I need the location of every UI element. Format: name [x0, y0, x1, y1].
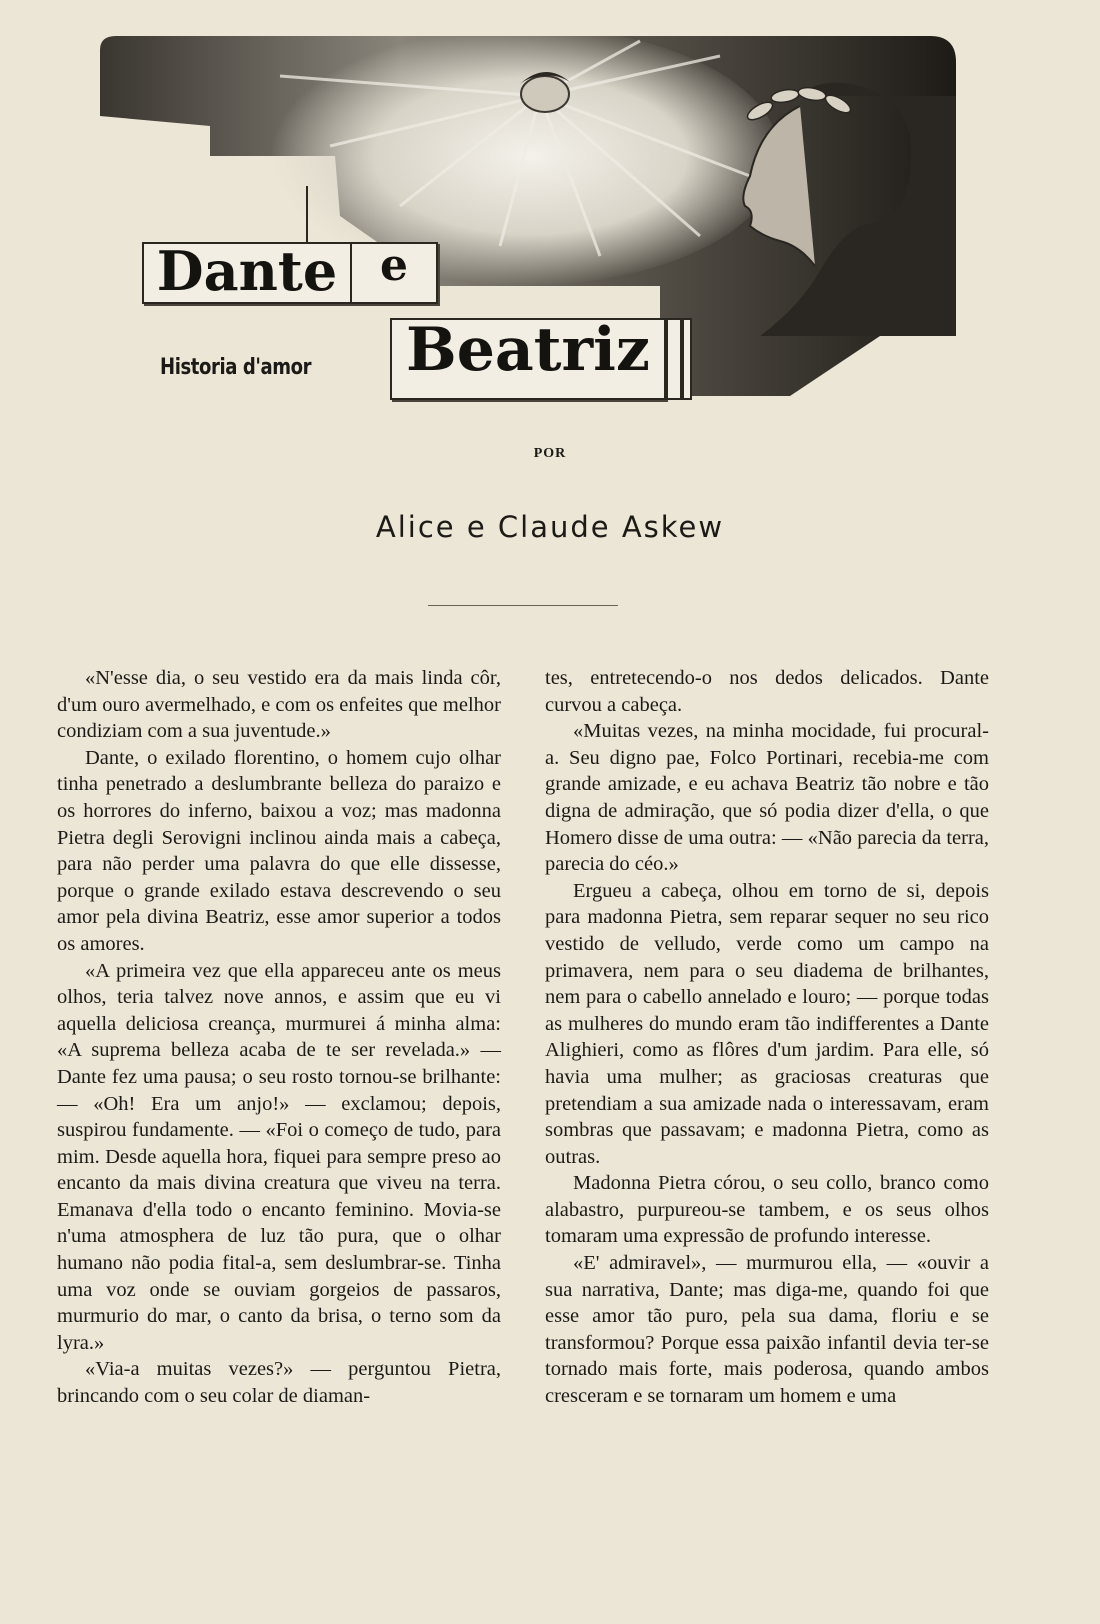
- scroll-end-ornament: [666, 318, 682, 400]
- title-beatriz: Beatriz: [390, 318, 666, 400]
- header-illustration: [100, 36, 958, 406]
- title-dante: Dante: [142, 242, 352, 304]
- section-divider: [428, 605, 618, 606]
- subtitle: Historia d'amor: [160, 355, 312, 380]
- left-column: [57, 665, 501, 1410]
- paragraph: «N'esse dia, o seu vestido era da mais linda côr, d'um ouro avermelhado, e com os enfeites que melhor condiziam com a sua juventude.»: [57, 667, 501, 743]
- paragraph: Dante, o exilado florentino, o homem cujo olhar tinha penetrado a deslumbrante belleza do paraizo e os horrores do inferno, baixou a voz; mas madonna Pietra degli Serovigni inclinou ainda mais a cabeça, para não perder uma palavra do que elle dissesse, porque o grande exilado estava descrevendo o seu amor pela divina Beatriz, esse amor superior a todos os amores.: [57, 746, 501, 955]
- byline-authors: Alice e Claude Askew: [375, 510, 725, 544]
- paragraph: «A primeira vez que ella appareceu ante os meus olhos, teria talvez nove annos, e assim que eu vi aquella deliciosa creança, murmurei á minha alma: «A suprema belleza acaba de te ser revelada.» — Dante fez uma pausa; o seu rosto tornou-se brilhante: — «Oh! Era um anjo!» — exclamou; depois, suspirou fundamente. — «Foi o começo de tudo, para mim. Desde aquella hora, fiquei para sempre preso ao encanto da mais divina creatura que viveu na terra. Emanava d'ella todo o encanto feminino. Movia-se n'uma atmosphera de luz tão pura, que o olhar humano não podia fital-a, sem deslumbrar-se. Tinha uma voz onde se ouviam gorgeios de passaros, murmurio do mar, o canto da brisa, o terno som da lyra.»: [57, 959, 501, 1354]
- paragraph: «Muitas vezes, na minha mocidade, fui procural-a. Seu digno pae, Folco Portinari, recebia-me com grande amizade, e eu achava Beatriz tão nobre e tão digna de admiração, que só podia dizer d'ella, o que Homero disse de uma outra: — «Não parecia da terra, parecia do céo.»: [545, 720, 989, 876]
- paragraph: Madonna Pietra córou, o seu collo, branco como alabastro, purpureou-se tambem, e os seus olhos tomaram uma expressão de profundo interesse.: [545, 1172, 989, 1248]
- paragraph: «E' admiravel», — murmurou ella, — «ouvir a sua narrativa, Dante; mas diga-me, quando foi que esse amor tão puro, pela sua dama, floriu e se transformou? Porque essa paixão infantil devia ter-se tornado mais forte, mais poderosa, quando ambos cresceram e se tornaram um homem e uma: [545, 1252, 989, 1408]
- byline-por: POR: [533, 446, 567, 461]
- scroll-end-ornament: [682, 318, 692, 400]
- paragraph: tes, entretecendo-o nos dedos delicados. Dante curvou a cabeça.: [545, 667, 989, 716]
- right-column: [545, 665, 989, 1410]
- paragraph: Ergueu a cabeça, olhou em torno de si, depois para madonna Pietra, sem reparar sequer no seu rico vestido de velludo, verde como um campo na primavera, nem para o seu diadema de brilhantes, nem para o cabello annelado e louro; — porque todas as mulheres do mundo eram tão indifferentes a Dante Alighieri, como as flôres d'um jardim. Para elle, só havia uma mulher; as graciosas creaturas que pretendiam a sua amizade nada o interessavam, eram sombras que passavam; e madonna Pietra, como as outras.: [545, 879, 989, 1168]
- paragraph: «Via-a muitas vezes?» — perguntou Pietra, brincando com o seu colar de diaman-: [57, 1358, 501, 1408]
- title-e: e: [350, 242, 438, 304]
